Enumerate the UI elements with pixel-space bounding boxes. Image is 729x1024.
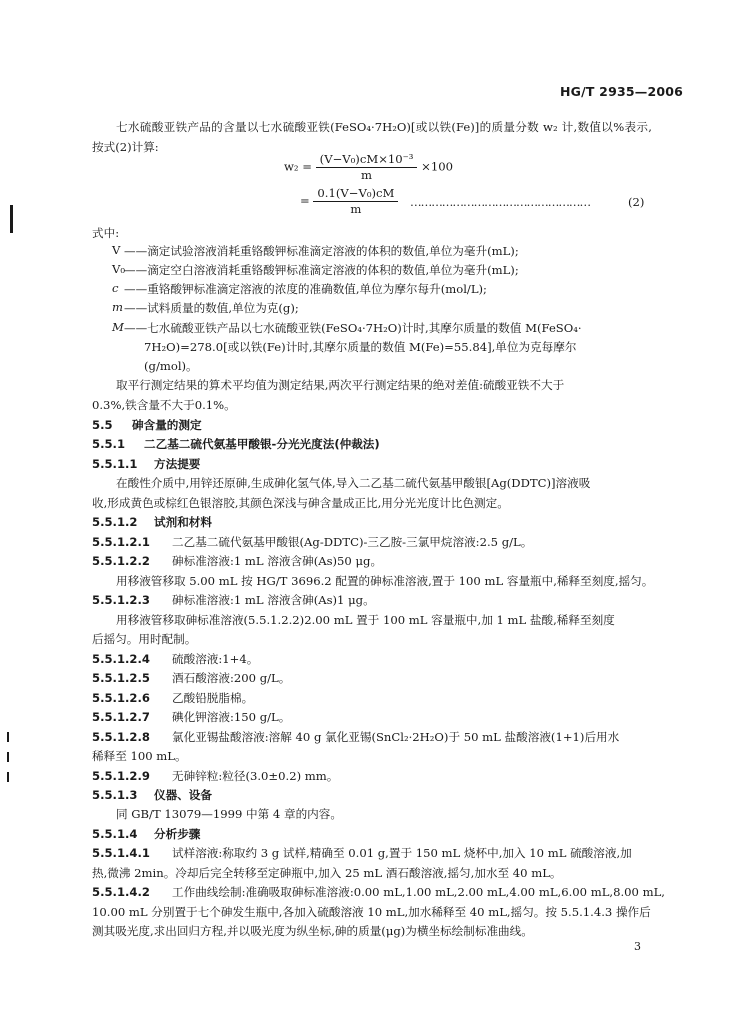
- reagent-item-1-number: 5.5.1.2.1: [92, 535, 150, 549]
- margin-tick: [7, 732, 9, 742]
- formula-leader-dots: ……………………………………………: [410, 195, 591, 209]
- procedure-1-number: 5.5.1.4.1: [92, 846, 150, 860]
- reagent-item-1: [92, 534, 532, 550]
- procedure-1: [92, 845, 632, 861]
- procedure-2-cont-2: 测其吸光度,求出回归方程,并以吸光度为纵坐标,砷的质量(μg)为横坐标绘制标准曲线。: [92, 924, 533, 938]
- section-5-5-1-4-title: 分析步骤: [154, 827, 201, 841]
- reagent-item-2-text: 砷标准溶液:1 mL 溶液含砷(As)50 μg。: [172, 554, 383, 568]
- section-5-5-1-1-title: 方法提要: [154, 457, 201, 471]
- reagent-item-7: [92, 709, 290, 725]
- reagent-item-4-text: 硫酸溶液:1+4。: [172, 652, 259, 666]
- procedure-2: [92, 884, 665, 900]
- section-5-5: [92, 417, 202, 433]
- reagent-item-4-number: 5.5.1.2.4: [92, 652, 150, 666]
- formula-multiplier: ×100: [421, 159, 453, 174]
- formula-fraction-2: [313, 186, 398, 217]
- reagent-item-4: [92, 651, 258, 667]
- apparatus-text: 同 GB/T 13079—1999 中第 4 章的内容。: [116, 807, 342, 821]
- where-symbol-m: m: [112, 300, 123, 314]
- section-5-5-1-number: 5.5.1: [92, 437, 126, 451]
- reagent-item-5-text: 酒石酸溶液:200 g/L。: [172, 671, 291, 685]
- where-symbol-M: M: [112, 320, 124, 334]
- where-symbol-v0: V₀: [112, 262, 126, 276]
- reagent-item-9: [92, 768, 338, 784]
- where-symbol-v: V: [112, 243, 121, 257]
- reagent-item-9-text: 无砷锌粒:粒径(3.0±0.2) mm。: [172, 769, 339, 783]
- formula-denominator-1: m: [361, 168, 373, 182]
- formula-denominator-2: m: [350, 202, 362, 216]
- procedure-1-text: 试样溶液:称取约 3 g 试样,精确至 0.01 g,置于 150 mL 烧杯中,加入 10 mL 硫酸溶液,加: [172, 846, 632, 860]
- reagent-item-3-number: 5.5.1.2.3: [92, 593, 150, 607]
- reagent-item-7-number: 5.5.1.2.7: [92, 710, 150, 724]
- reagent-item-5: [92, 670, 290, 686]
- formula-numerator-1: (V−V₀)cM×10⁻³: [316, 152, 418, 168]
- method-summary-line-2: 收,形成黄色或棕红色银溶胶,其颜色深浅与砷含量成正比,用分光光度计比色测定。: [92, 496, 509, 510]
- reagent-item-6-text: 乙酸铅脱脂棉。: [172, 691, 254, 705]
- where-def-M-cont-2: (g/mol)。: [144, 359, 198, 373]
- intro-paragraph: 七水硫酸亚铁产品的含量以七水硫酸亚铁(FeSO₄·7H₂O)[或以铁(Fe)]的质量分数 w₂ 计,数值以%表示,按式(2)计算:: [92, 120, 652, 154]
- standard-code: HG/T 2935—2006: [560, 84, 684, 99]
- section-5-5-1-3: [92, 787, 212, 803]
- reagent-item-6: [92, 690, 253, 706]
- procedure-2-number: 5.5.1.4.2: [92, 885, 150, 899]
- where-def-M-cont-1: 7H₂O)=278.0[或以铁(Fe)计时,其摩尔质量的数值 M(Fe)=55.84],单位为克每摩尔: [144, 340, 577, 354]
- formula-label: (2): [628, 195, 645, 209]
- section-5-5-1-1-number: 5.5.1.1: [92, 457, 138, 471]
- section-5-5-1-2-title: 试剂和材料: [154, 515, 212, 529]
- section-5-5-1-2-number: 5.5.1.2: [92, 515, 138, 529]
- formula-fraction-1: [316, 152, 418, 183]
- where-heading: 式中:: [92, 226, 120, 240]
- reagent-item-5-number: 5.5.1.2.5: [92, 671, 150, 685]
- procedure-1-cont: 热,微沸 2min。冷却后完全转移至定砷瓶中,加入 25 mL 酒石酸溶液,摇匀,加水至 40 mL。: [92, 866, 562, 880]
- formula-line-2: [300, 186, 398, 217]
- result-line-1: 取平行测定结果的算术平均值为测定结果,两次平行测定结果的绝对差值:硫酸亚铁不大于: [116, 378, 565, 392]
- section-5-5-1-1: [92, 456, 200, 472]
- page-number: 3: [634, 940, 641, 953]
- section-5-5-1-2: [92, 514, 212, 530]
- where-def-M: ——七水硫酸亚铁产品以七水硫酸亚铁(FeSO₄·7H₂O)计时,其摩尔质量的数值 M(FeSO₄·: [124, 321, 582, 335]
- where-symbol-c: c: [112, 281, 119, 295]
- formula-line-1: [284, 152, 453, 183]
- where-def-v: ——滴定试验溶液消耗重铬酸钾标准滴定溶液的体积的数值,单位为毫升(mL);: [124, 244, 519, 258]
- procedure-2-cont-1: 10.00 mL 分别置于七个砷发生瓶中,各加入硫酸溶液 10 mL,加水稀释至 40 mL,摇匀。按 5.5.1.4.3 操作后: [92, 905, 651, 919]
- reagent-item-8: [92, 729, 619, 745]
- where-def-v0: ——滴定空白溶液消耗重铬酸钾标准滴定溶液的体积的数值,单位为毫升(mL);: [124, 263, 519, 277]
- formula-equals: =: [300, 193, 310, 208]
- section-5-5-number: 5.5: [92, 418, 113, 432]
- section-5-5-1: [92, 436, 380, 452]
- section-5-5-1-title: 二乙基二硫代氨基甲酸银-分光光度法(仲裁法): [144, 437, 380, 451]
- reagent-item-3-text: 砷标准溶液:1 mL 溶液含砷(As)1 μg。: [172, 593, 375, 607]
- section-5-5-1-4-number: 5.5.1.4: [92, 827, 138, 841]
- reagent-item-1-text: 二乙基二硫代氨基甲酸银(Ag-DDTC)-三乙胺-三氯甲烷溶液:2.5 g/L。: [172, 535, 533, 549]
- reagent-item-8-text: 氯化亚锡盐酸溶液:溶解 40 g 氯化亚锡(SnCl₂·2H₂O)于 50 mL 盐酸溶液(1+1)后用水: [172, 730, 620, 744]
- procedure-2-text: 工作曲线绘制:准确吸取砷标准溶液:0.00 mL,1.00 mL,2.00 mL,4.00 mL,6.00 mL,8.00 mL,: [172, 885, 665, 899]
- section-5-5-1-4: [92, 826, 200, 842]
- margin-tick: [7, 772, 9, 782]
- reagent-prep-1: 用移液管移取 5.00 mL 按 HG/T 3696.2 配置的砷标准溶液,置于 100 mL 容量瓶中,稀释至刻度,摇匀。: [116, 574, 654, 588]
- reagent-prep-2-line-1: 用移液管移取砷标准溶液(5.5.1.2.2)2.00 mL 置于 100 mL 容量瓶中,加 1 mL 盐酸,稀释至刻度: [116, 613, 615, 627]
- margin-tick: [7, 752, 9, 762]
- reagent-item-9-number: 5.5.1.2.9: [92, 769, 150, 783]
- formula-numerator-2: 0.1(V−V₀)cM: [313, 186, 398, 202]
- reagent-item-7-text: 碘化钾溶液:150 g/L。: [172, 710, 291, 724]
- reagent-item-3: [92, 592, 375, 608]
- reagent-item-8-cont: 稀释至 100 mL。: [92, 749, 187, 763]
- reagent-item-6-number: 5.5.1.2.6: [92, 691, 150, 705]
- reagent-prep-2-line-2: 后摇匀。用时配制。: [92, 632, 197, 646]
- margin-mark: [10, 205, 13, 233]
- reagent-item-2: [92, 553, 382, 569]
- where-def-m: ——试料质量的数值,单位为克(g);: [124, 301, 299, 315]
- formula-lhs: w₂ =: [284, 159, 312, 174]
- reagent-item-8-number: 5.5.1.2.8: [92, 730, 150, 744]
- section-5-5-1-3-number: 5.5.1.3: [92, 788, 138, 802]
- section-5-5-1-3-title: 仪器、设备: [154, 788, 212, 802]
- where-def-c: ——重铬酸钾标准滴定溶液的浓度的准确数值,单位为摩尔每升(mol/L);: [124, 282, 487, 296]
- method-summary-line-1: 在酸性介质中,用锌还原砷,生成砷化氢气体,导入二乙基二硫代氨基甲酸银[Ag(DDTC)]溶液吸: [116, 476, 591, 490]
- result-line-2: 0.3%,铁含量不大于0.1%。: [92, 398, 236, 412]
- section-5-5-title: 砷含量的测定: [132, 418, 202, 432]
- reagent-item-2-number: 5.5.1.2.2: [92, 554, 150, 568]
